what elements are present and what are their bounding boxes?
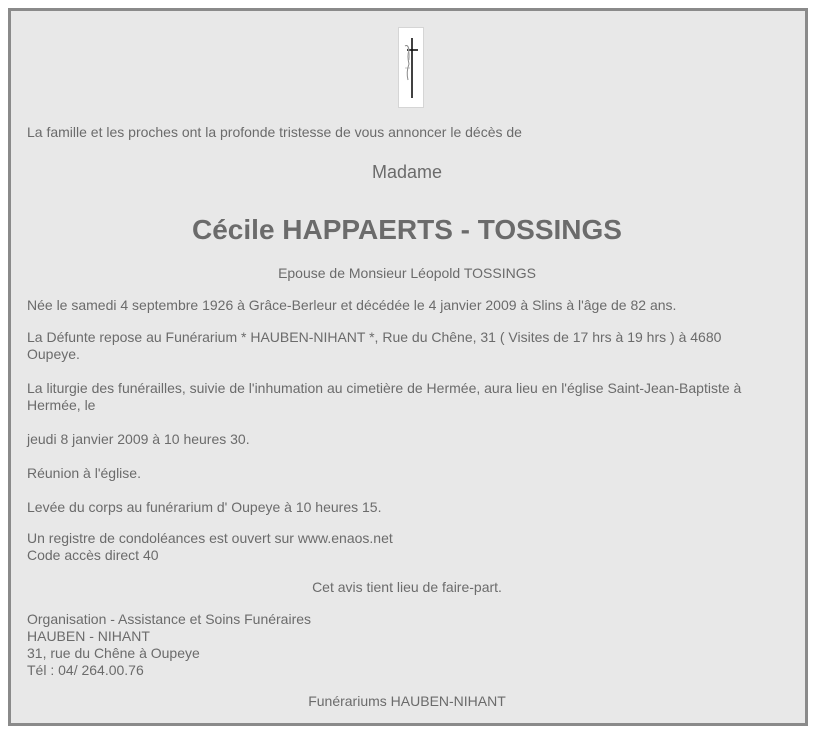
obituary-notice [8,8,808,726]
condolences-line2: Code accès direct 40 [27,547,159,563]
rest-text-line1: La Défunte repose au Funérarium * HAUBEN-NIHANT *, Rue du Chêne, 31 ( Visites de 17 hrs à 19 hrs ) à 4680 [27,329,722,345]
rest-text-line2: Oupeye. [27,346,80,362]
organisation-line2: HAUBEN - NIHANT [27,628,150,644]
organisation-line3: 31, rue du Chêne à Oupeye [27,645,200,661]
liturgy-text-line2: Hermée, le [27,397,96,413]
organisation-line1: Organisation - Assistance et Soins Funéraires [27,611,312,627]
funeral-date: jeudi 8 janvier 2009 à 10 heures 30. [27,431,250,447]
footer-text: Funérariums HAUBEN-NIHANT [308,693,506,709]
honorific: Madame [371,162,443,182]
intro-text: La famille et les proches ont la profonde tristesse de vous annoncer le décès de [27,124,522,140]
liturgy-text-line1: La liturgie des funérailles, suivie de l'inhumation au cimetière de Hermée, aura lieu en l'église Saint-Jean-Baptiste à [27,380,742,396]
meeting-text: Réunion à l'église. [27,465,141,481]
condolences-line1: Un registre de condoléances est ouvert sur www.enaos.net [27,530,393,546]
spouse-text: Epouse de Monsieur Léopold TOSSINGS [278,265,536,281]
cross-icon [398,27,424,108]
notice-text: Cet avis tient lieu de faire-part. [312,579,502,595]
body-lifting-text: Levée du corps au funérarium d' Oupeye à 10 heures 15. [27,499,382,515]
organisation-line4: Tél : 04/ 264.00.76 [27,662,144,678]
birth-death-text: Née le samedi 4 septembre 1926 à Grâce-Berleur et décédée le 4 janvier 2009 à Slins à l'âge de 82 ans. [27,297,677,313]
deceased-name: Cécile HAPPAERTS - TOSSINGS [192,214,622,245]
